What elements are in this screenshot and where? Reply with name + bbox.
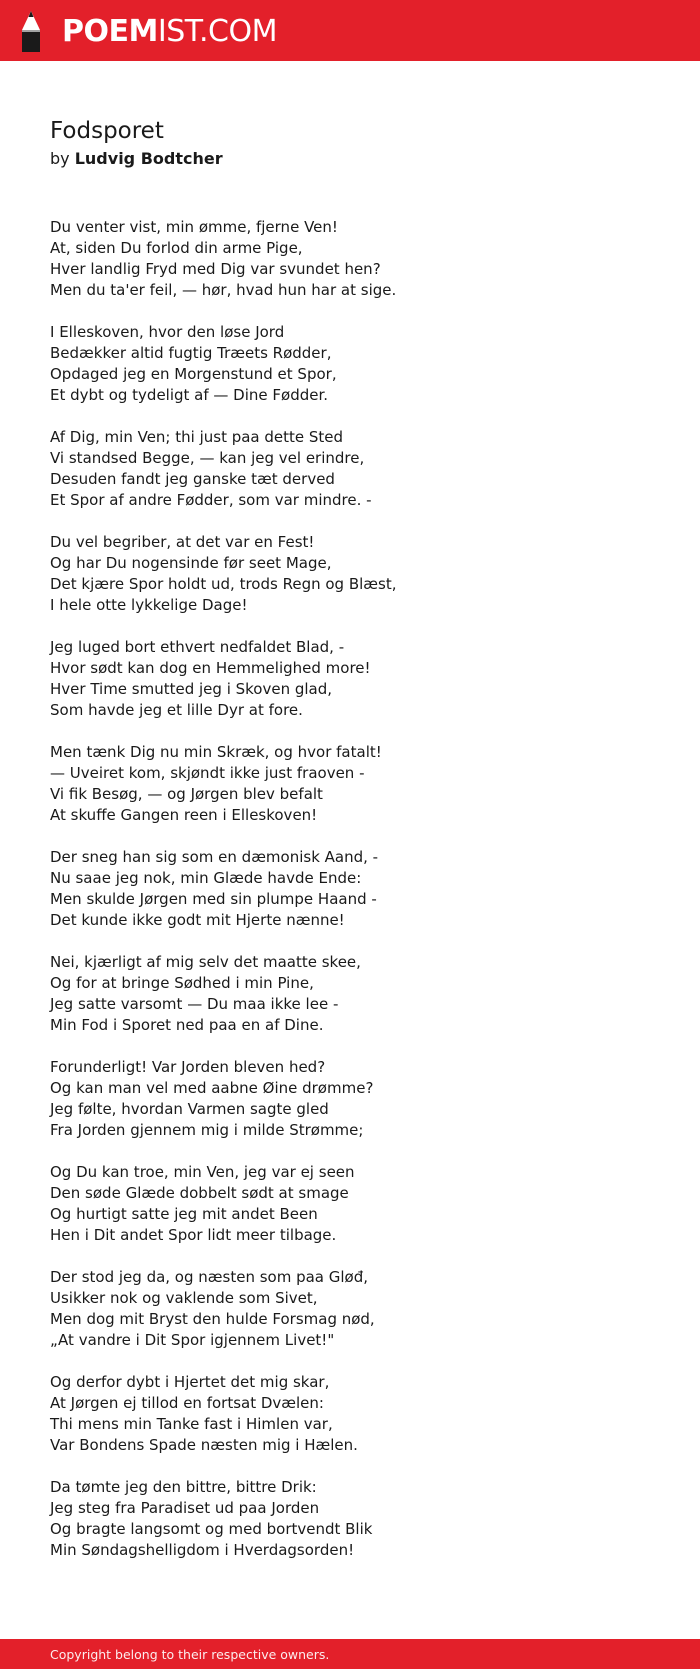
poem-stanza [50, 847, 670, 931]
poem-line: Men skulde Jørgen med sin plumpe Haand - [50, 889, 377, 908]
poem-title: Fodsporet [50, 118, 164, 144]
poem-line: Vi standsed Begge, — kan jeg vel erindre, [50, 448, 365, 467]
poem-line: Og Du kan troe, min Ven, jeg var ej seen [50, 1162, 355, 1181]
poem-line: Der sneg han sig som en dæmonisk Aand, - [50, 847, 379, 866]
poem-author[interactable]: Ludvig Bodtcher [74, 148, 223, 168]
poem-line: Jeg satte varsomt — Du maa ikke lee - [50, 994, 339, 1013]
poem-line: Og har Du nogensinde før seet Mage, [50, 553, 332, 572]
pencil-icon[interactable] [18, 10, 44, 52]
poem-stanza [50, 1057, 670, 1141]
poem-line: At, siden Du forlod din arme Pige, [50, 238, 303, 257]
logo-text-bold: POEM [62, 13, 158, 49]
poem-line: Fra Jorden gjennem mig i milde Strømme; [50, 1120, 364, 1139]
poem-line: — Uveiret kom, skjøndt ikke just fraoven - [50, 763, 365, 782]
poem-line: Og hurtigt satte jeg mit andet Been [50, 1204, 318, 1223]
poem-line: Vi fik Besøg, — og Jørgen blev befalt [50, 784, 323, 803]
poem-stanza [50, 1267, 670, 1351]
poem-line: Og bragte langsomt og med bortvendt Blik [50, 1519, 373, 1538]
poem-line: Et Spor af andre Fødder, som var mindre. - [50, 490, 372, 509]
poem-stanza [50, 1162, 670, 1246]
poem-line: Men du ta'er feil, — hør, hvad hun har at sige. [50, 280, 397, 299]
poem-line: Nu saae jeg nok, min Glæde havde Ende: [50, 868, 362, 887]
poem-stanza [50, 637, 670, 721]
poem-line: I hele otte lykkelige Dage! [50, 595, 248, 614]
poem-body [50, 217, 670, 1561]
poem-line: Bedækker altid fugtig Træets Rødder, [50, 343, 332, 362]
poem-line: Nei, kjærligt af mig selv det maatte skee, [50, 952, 361, 971]
poem-line: At Jørgen ej tillod en fortsat Dvælen: [50, 1393, 324, 1412]
poem-byline [50, 149, 670, 169]
site-header [0, 0, 700, 61]
poem-line: Men dog mit Bryst den hulde Forsmag nød, [50, 1309, 375, 1328]
poem-line: Som havde jeg et lille Dyr at fore. [50, 700, 303, 719]
poem-line: Og derfor dybt i Hjertet det mig skar, [50, 1372, 330, 1391]
poem-line: I Elleskoven, hvor den løse Jord [50, 322, 285, 341]
poem-line: Hvor sødt kan dog en Hemmelighed more! [50, 658, 371, 677]
poem-line: Da tømte jeg den bittre, bittre Drik: [50, 1477, 317, 1496]
poem-line: Den søde Glæde dobbelt sødt at smage [50, 1183, 349, 1202]
poem-stanza [50, 217, 670, 301]
poem-line: Men tænk Dig nu min Skræk, og hvor fatalt! [50, 742, 382, 761]
poem-line: Desuden fandt jeg ganske tæt derved [50, 469, 335, 488]
by-label: by [50, 148, 70, 168]
poem-stanza [50, 532, 670, 616]
poem-line: Min Søndagshelligdom i Hverdagsorden! [50, 1540, 355, 1559]
poem-line: Min Fod i Sporet ned paa en af Dine. [50, 1015, 324, 1034]
poem-line: Og kan man vel med aabne Øine drømme? [50, 1078, 374, 1097]
poem-line: Der stod jeg da, og næsten som paa Gløđ, [50, 1267, 369, 1286]
copyright-text: Copyright belong to their respective owners. [50, 1646, 330, 1662]
poem-stanza [50, 1372, 670, 1456]
poem-stanza [50, 742, 670, 826]
poem-stanza [50, 952, 670, 1036]
poem-stanza [50, 1477, 670, 1561]
logo-text-light: IST.COM [157, 13, 277, 49]
poem-line: Hver Time smutted jeg i Skoven glad, [50, 679, 333, 698]
poem-line: Af Dig, min Ven; thi just paa dette Sted [50, 427, 344, 446]
poem-line: Jeg følte, hvordan Varmen sagte gled [50, 1099, 329, 1118]
poem-line: Usikker nok og vaklende som Sivet, [50, 1288, 318, 1307]
poem-content [50, 110, 670, 1582]
poem-stanza [50, 322, 670, 406]
poem-line: Og for at bringe Sødhed i min Pine, [50, 973, 314, 992]
site-logo[interactable] [62, 15, 277, 47]
poem-line: „At vandre i Dit Spor igjennem Livet!" [50, 1330, 335, 1349]
poem-line: Du vel begriber, at det var en Fest! [50, 532, 315, 551]
poem-line: Var Bondens Spade næsten mig i Hælen. [50, 1435, 358, 1454]
poem-line: Det kunde ikke godt mit Hjerte nænne! [50, 910, 345, 929]
poem-line: Jeg luged bort ethvert nedfaldet Blad, - [50, 637, 345, 656]
poem-line: Et dybt og tydeligt af — Dine Fødder. [50, 385, 329, 404]
poem-line: Forunderligt! Var Jorden bleven hed? [50, 1057, 326, 1076]
poem-line: Opdaged jeg en Morgenstund et Spor, [50, 364, 337, 383]
poem-line: Hen i Dit andet Spor lidt meer tilbage. [50, 1225, 337, 1244]
poem-line: Du venter vist, min ømme, fjerne Ven! [50, 217, 338, 236]
poem-line: At skuffe Gangen reen i Elleskoven! [50, 805, 318, 824]
poem-line: Thi mens min Tanke fast i Himlen var, [50, 1414, 333, 1433]
site-footer [0, 1639, 700, 1669]
poem-line: Hver landlig Fryd med Dig var svundet hen? [50, 259, 381, 278]
poem-line: Jeg steg fra Paradiset ud paa Jorden [50, 1498, 320, 1517]
poem-stanza [50, 427, 670, 511]
poem-line: Det kjære Spor holdt ud, trods Regn og Blæst, [50, 574, 397, 593]
